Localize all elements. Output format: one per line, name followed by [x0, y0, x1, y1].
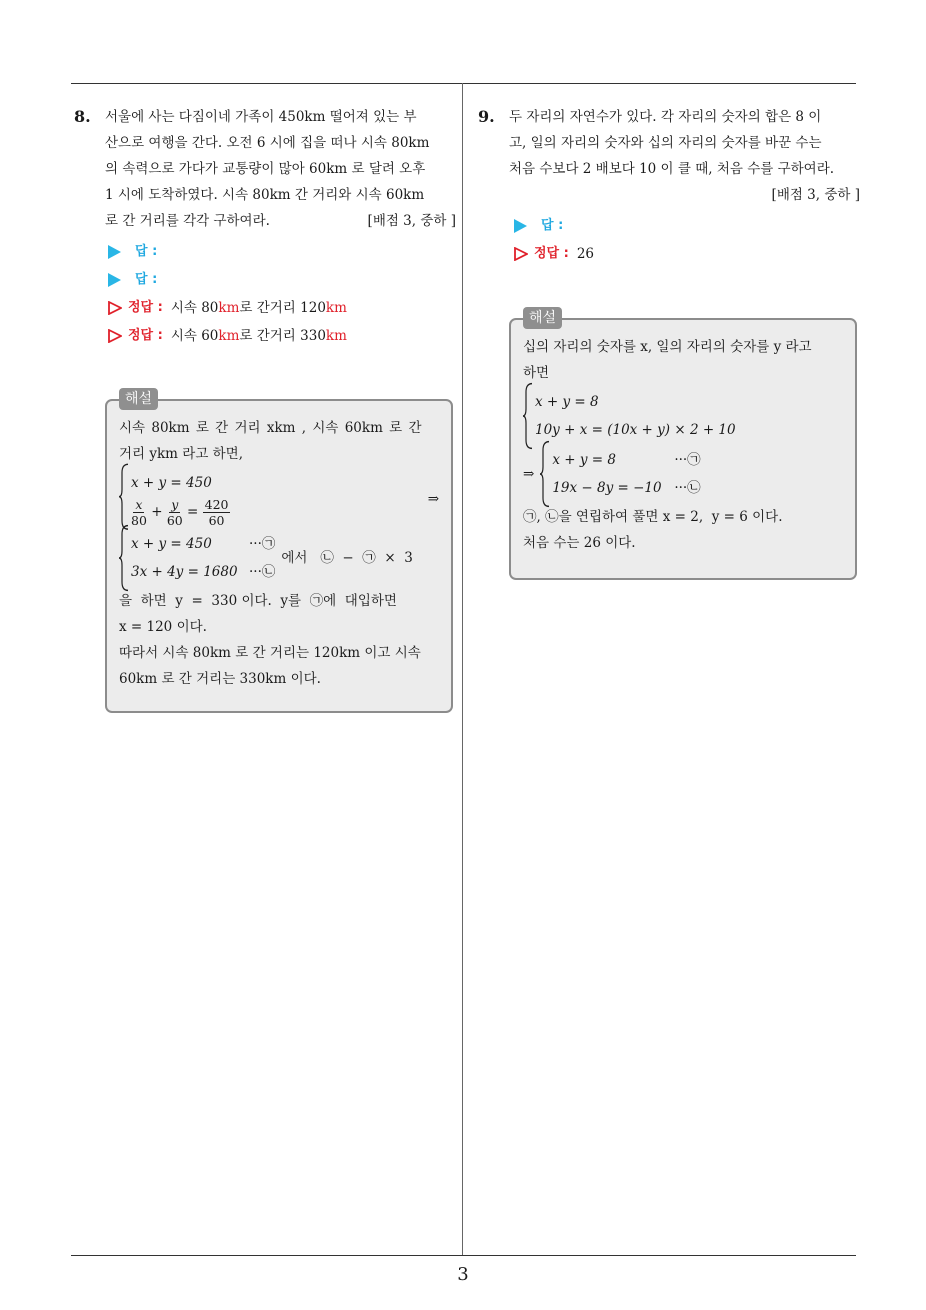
key-text: 로 간거리 120 — [239, 300, 326, 316]
explanation-tag: 해설 — [523, 307, 562, 329]
equation: x + y = 450 — [131, 475, 212, 491]
expl-line: 거리 ykm 라고 하면, — [119, 446, 244, 462]
key-label: 정답 : — [128, 328, 163, 343]
answer-label: 답 : — [541, 218, 564, 233]
bottom-rule — [71, 1255, 856, 1256]
q9-explanation-box — [509, 310, 857, 580]
equation-system — [523, 446, 843, 502]
brace-icon — [119, 463, 129, 534]
equation-system — [523, 388, 843, 444]
expl-line: 을 하면 y = 330 이다. y를 ㉠에 대입하면 — [119, 593, 397, 609]
key-label: 정답 : — [128, 300, 163, 315]
brace-icon — [523, 382, 533, 449]
expl-line: 60km 로 간 거리는 330km 이다. — [119, 671, 321, 687]
expl-line: 처음 수는 26 이다. — [523, 535, 636, 551]
q9-number: 9. — [478, 107, 495, 126]
expl-line: 시속 80km 로 간 거리 xkm , 시속 60km 로 간 — [119, 420, 422, 436]
equation-system — [119, 530, 439, 586]
q9-answer-row[interactable] — [514, 212, 860, 240]
expl-line: 에서 ㉡ − ㉠ × 3 — [281, 550, 413, 566]
q8-text-line: 로 간 거리를 각각 구하여라. — [105, 213, 270, 229]
unit: km — [218, 300, 240, 316]
implies-symbol: ⇒ — [523, 466, 535, 482]
fraction-equation: $\frac{x}{80}$ + $\frac{y}{60}$ = $\frac{420}{60}$ — [131, 497, 229, 528]
equation-marker: ···㉡ — [674, 480, 701, 496]
implies-symbol: ⇒ — [427, 490, 439, 507]
play-arrow-icon — [514, 219, 527, 233]
play-arrow-icon — [108, 245, 121, 259]
equation: x + y = 450 — [131, 536, 212, 552]
q9-text-line: 고, 일의 자리의 숫자와 십의 자리의 숫자를 바꾼 수는 — [509, 135, 822, 151]
q8-text-line: 1 시에 도착하였다. 시속 80km 간 거리와 시속 60km — [105, 187, 425, 203]
equation-marker: ···㉠ — [249, 536, 276, 552]
q9-text-line: 두 자리의 자연수가 있다. 각 자리의 숫자의 합은 8 이 — [509, 109, 822, 125]
key-label: 정답 : — [534, 246, 569, 261]
expl-line: 하면 — [523, 365, 550, 381]
q8-number: 8. — [74, 107, 91, 126]
q8-key-row — [108, 294, 456, 322]
outline-arrow-icon — [108, 329, 122, 343]
explanation-tag: 해설 — [119, 388, 158, 410]
q8-stem — [74, 104, 456, 234]
equation-system — [119, 469, 439, 528]
question-8 — [74, 104, 456, 350]
equation: x + y = 8 — [552, 452, 616, 468]
equation: 3x + 4y = 1680 — [131, 564, 238, 580]
outline-arrow-icon — [108, 301, 122, 315]
play-arrow-icon — [108, 273, 121, 287]
top-rule — [71, 83, 856, 84]
answer-label: 답 : — [135, 272, 158, 287]
key-value: 26 — [576, 246, 595, 262]
key-text: 로 간거리 330 — [239, 328, 326, 344]
expl-line: 십의 자리의 숫자를 x, 일의 자리의 숫자를 y 라고 — [523, 339, 812, 355]
page-number: 3 — [457, 1264, 469, 1285]
key-text: 시속 80 — [170, 300, 219, 316]
equation: x + y = 8 — [535, 394, 599, 410]
q8-text-line: 서울에 사는 다짐이네 가족이 450km 떨어져 있는 부 — [105, 109, 417, 125]
expl-line: ㉠, ㉡을 연립하여 풀면 x = 2, y = 6 이다. — [523, 509, 783, 525]
unit: km — [325, 300, 347, 316]
answer-label: 답 : — [135, 244, 158, 259]
q8-text-line: 의 속력으로 가다가 교통량이 많아 60km 로 달려 오후 — [105, 161, 426, 177]
question-9 — [478, 104, 860, 268]
q8-explanation-box — [105, 391, 453, 713]
q9-score: [배점 3, 중하 ] — [771, 187, 860, 203]
brace-icon — [540, 440, 550, 507]
q9-key-row — [514, 240, 860, 268]
brace-icon — [119, 524, 129, 591]
q8-text-line: 산으로 여행을 간다. 오전 6 시에 집을 떠나 시속 80km — [105, 135, 430, 151]
q8-answer-row[interactable] — [108, 238, 456, 266]
expl-line: 따라서 시속 80km 로 간 거리는 120km 이고 시속 — [119, 645, 421, 661]
equation-marker: ···㉠ — [674, 452, 701, 468]
key-text: 시속 60 — [170, 328, 219, 344]
q9-stem — [478, 104, 860, 182]
equation-marker: ···㉡ — [249, 564, 276, 580]
q8-score: [배점 3, 중하 ] — [367, 213, 456, 229]
unit: km — [325, 328, 347, 344]
equation: 19x − 8y = −10 — [552, 480, 662, 496]
expl-line: x = 120 이다. — [119, 619, 207, 635]
q9-text-line: 처음 수보다 2 배보다 10 이 클 때, 처음 수를 구하여라. — [509, 161, 835, 177]
outline-arrow-icon — [514, 247, 528, 261]
unit: km — [218, 328, 240, 344]
q8-answer-row[interactable] — [108, 266, 456, 294]
q8-key-row — [108, 322, 456, 350]
column-divider — [462, 83, 463, 1255]
equation: 10y + x = (10x + y) × 2 + 10 — [535, 422, 736, 438]
